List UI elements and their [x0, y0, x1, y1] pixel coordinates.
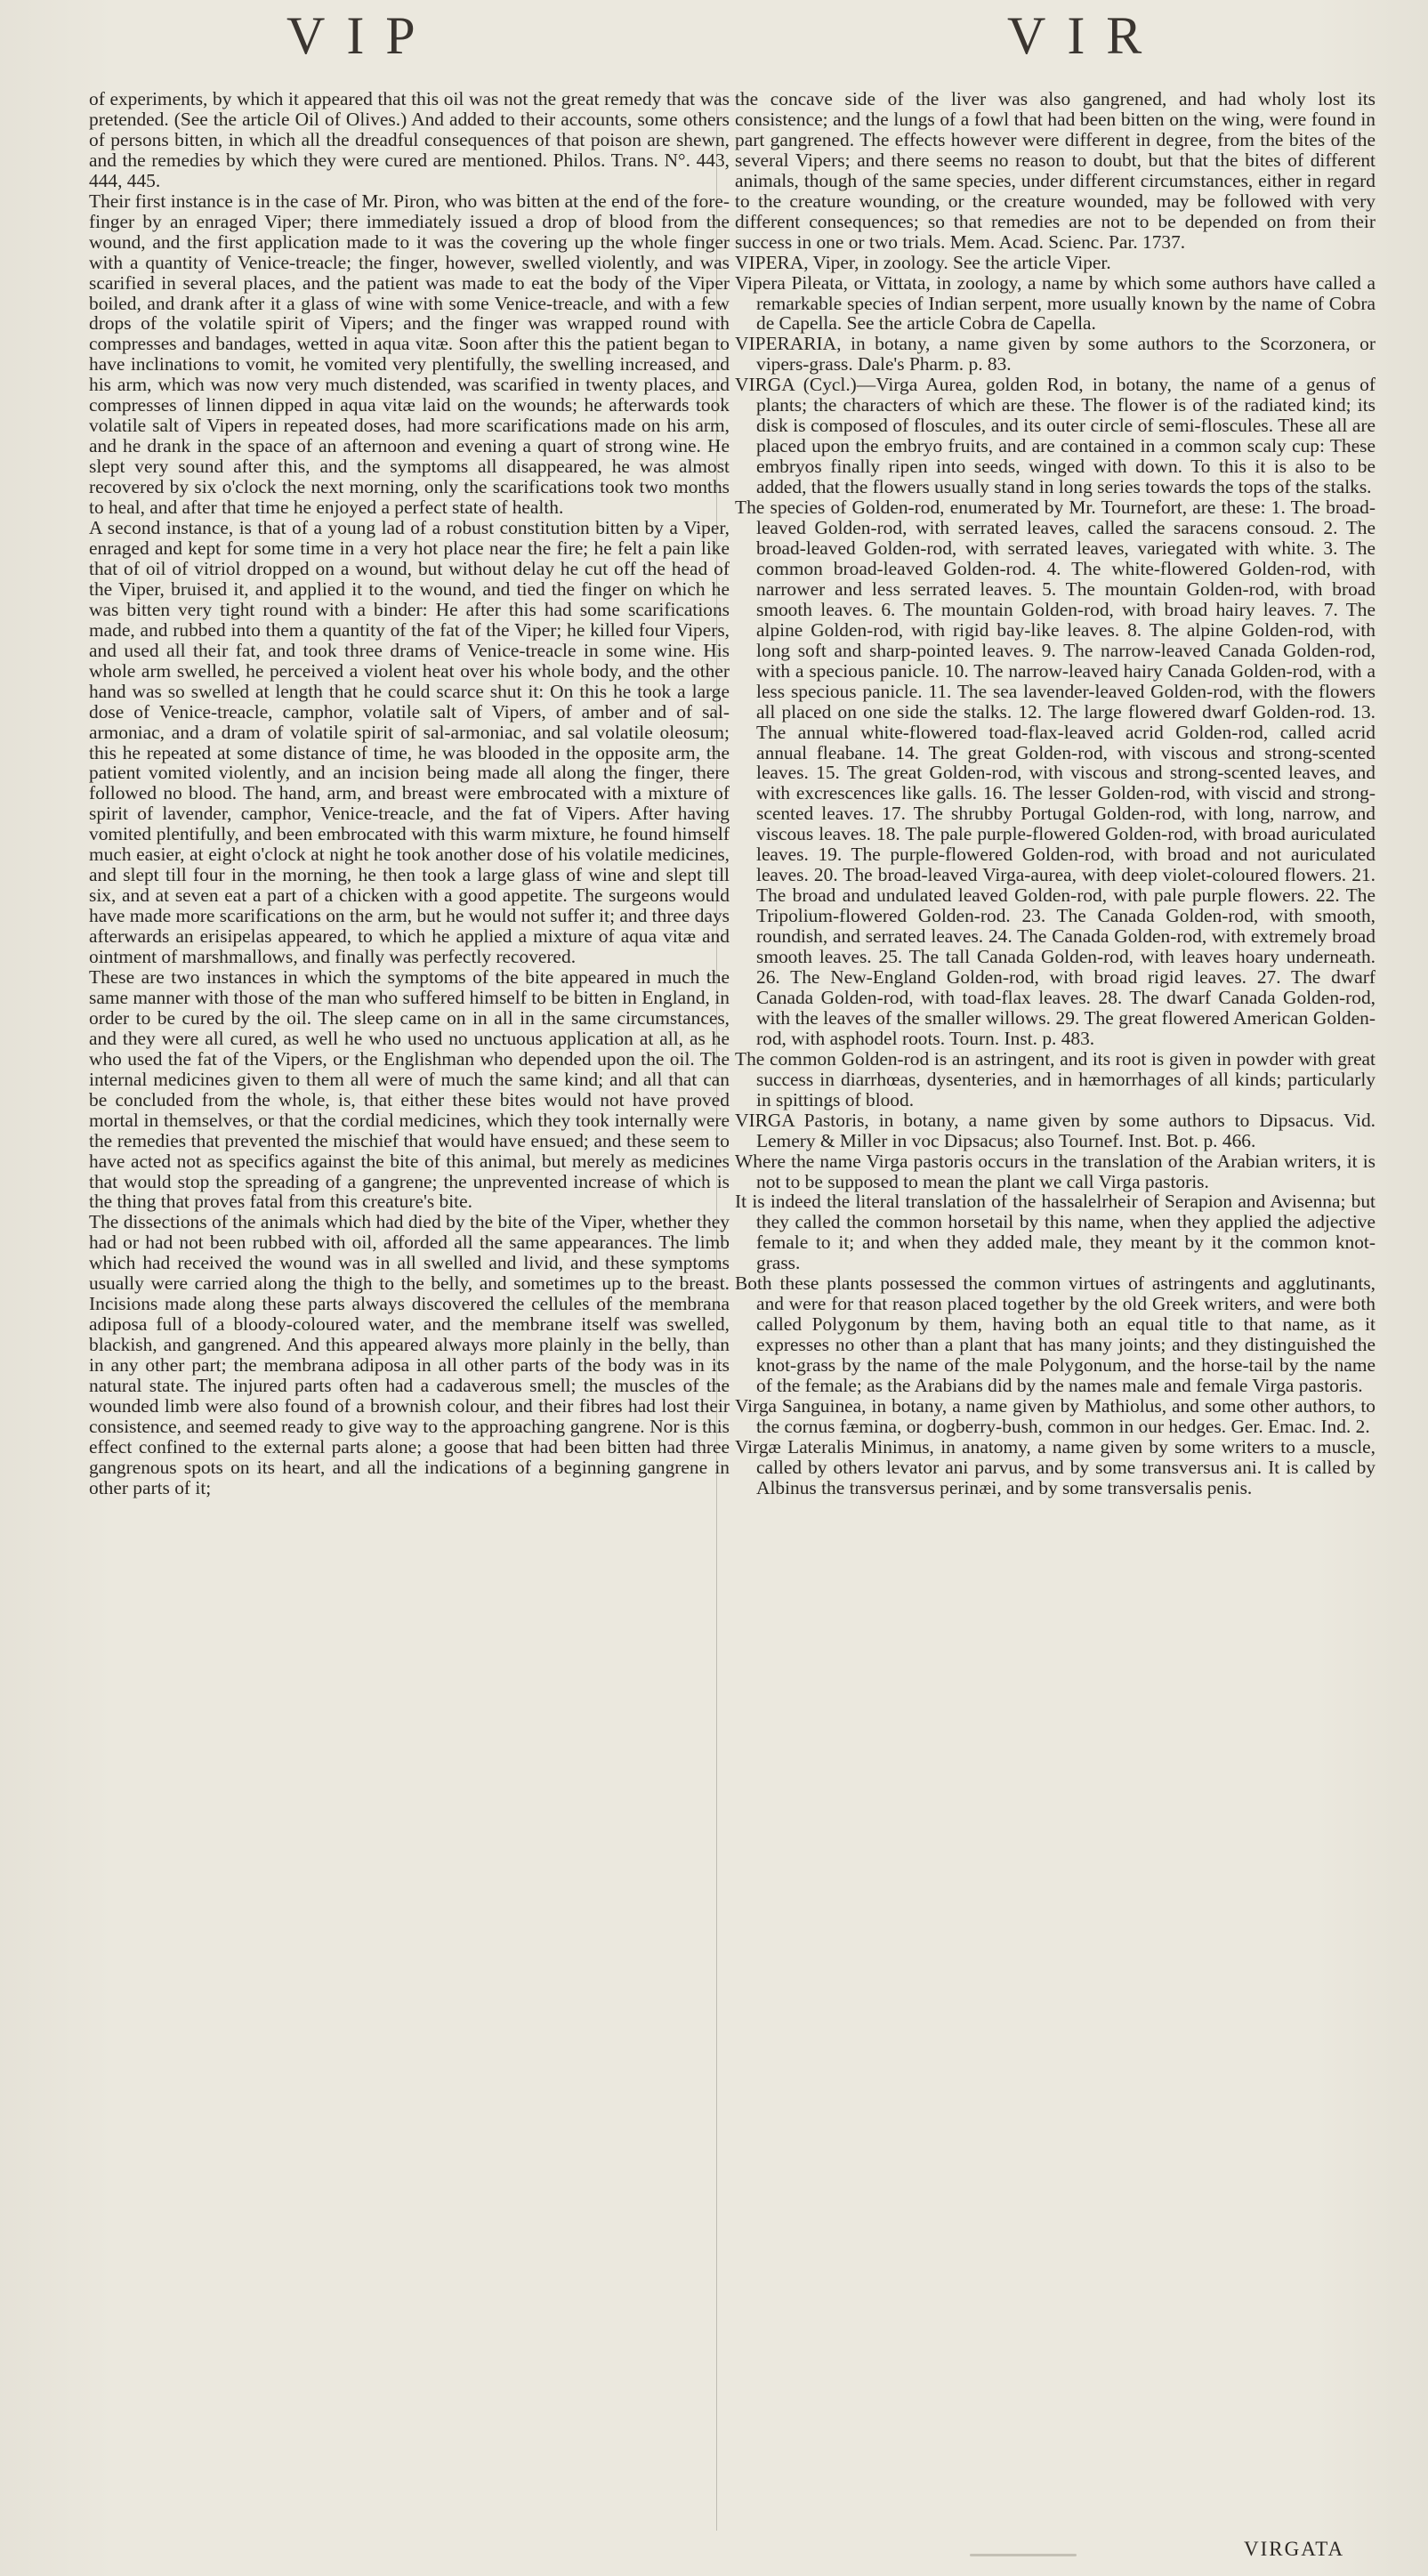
right-paragraph: the concave side of the liver was also gangrened, and had wholy lost its consistence; and the lungs of a fowl that had been bitten on the wing, were found in part gangrened. The effects however were different in degree, from the bites of the several Vipers; and there seems no reason to doubt, but that the bites of different animals, though of the same species, under different circumstances, either in regard to the creature wounding, or the creature wounded, may be followed with very different consequences; so that remedies are not to be depended on from their success in one or two trials. Mem. Acad. Scienc. Par. 1737. — [735, 89, 1376, 253]
dictionary-entry: VIPERA, Viper, in zoology. See the article Viper. — [735, 251, 1111, 273]
left-paragraph: These are two instances in which the symptoms of the bite appeared in much the same manner with those of the man who suffered himself to be bitten in England, in order to be cured by the oil. The sleep came on in all in the same circumstances, and they were all cured, as well he who used no unctuous application at all, as he who used the fat of the Vipers, or the Englishman who depended upon the oil. The internal medicines given to them all were of much the same kind; and all that can be concluded from the whole, is, that either these bites would not have proved mortal in themselves, or that the cordial medicines, which they took internally were the remedies that prevented the mischief that would have ensued; and these seem to have acted not as specifics against the bite of this animal, but merely as medicines that would stop the spreading of a gangrene; the unprevented increase of which is the thing that proves fatal from this creature's bite. — [89, 965, 730, 1213]
left-column — [89, 89, 730, 2558]
dictionary-entry: Virgæ Lateralis Minimus, in anatomy, a name given by some writers to a muscle, called by others levator ani parvus, and by some transversus ani. It is called by Albinus the transversus perinæi, and by some transversalis penis. — [735, 1435, 1376, 1498]
ink-smudge — [970, 2554, 1077, 2556]
catchword: VIRGATA — [1244, 2538, 1345, 2560]
column-divider — [716, 93, 717, 2531]
dictionary-entry: VIRGA Pastoris, in botany, a name given by some authors to Dipsacus. Vid. Lemery & Miller in voc Dipsacus; also Tournef. Inst. Bot. p. 466. — [735, 1109, 1376, 1151]
dictionary-entry: Where the name Virga pastoris occurs in the translation of the Arabian writers, it is not to be supposed to mean the plant we call Virga pastoris. — [735, 1150, 1376, 1192]
dictionary-entry: VIRGA (Cycl.)—Virga Aurea, golden Rod, in botany, the name of a genus of plants; the characters of which are these. The flower is of the radiated kind; its disk is composed of floscules, and its outer circle of semi-floscules. These all are placed upon the embryo fruits, and are contained in a common scaly cup: These embryos finally ripen into seeds, winged with down. To this it is also to be added, that the flowers usually stand in long series towards the tops of the stalks. — [735, 374, 1376, 498]
left-paragraph: Their first instance is in the case of Mr. Piron, who was bitten at the end of the fore-finger by an enraged Viper; there immediately issued a drop of blood from the wound, and the first application made to it was the covering up the whole finger with a quantity of Venice-treacle; the finger, however, swelled violently, and was scarified in several places, and the patient was made to eat the body of the Viper boiled, and drank after it a glass of wine with some Venice-treacle, and with a few drops of the volatile spirit of Vipers; and the finger was wrapped round with compresses and bandages, wetted in aqua vitæ. Soon after this the patient began to have inclinations to vomit, he vomited very plentifully, the swelling increased, and his arm, which was now very much distended, was scarified in twenty places, and compresses of linnen dipped in aqua vitæ laid on the wounds; he afterwards took volatile salt of Vipers in repeated doses, had more scarifications made on his arm, and he drank in the space of an afternoon and evening a quart of strong wine. He slept very sound after this, and the symptoms all disappeared, he was almost recovered by six o'clock the next morning, only the scarifications took two months to heal, and after that time he enjoyed a perfect state of health. — [89, 190, 730, 519]
dictionary-entry: Virga Sanguinea, in botany, a name given by Mathiolus, and some other authors, to the cornus fæmina, or dogberry-bush, common in our hedges. Ger. Emac. Ind. 2. — [735, 1395, 1376, 1437]
dictionary-entry: The species of Golden-rod, enumerated by Mr. Tournefort, are these: 1. The broad-leaved Golden-rod, with serrated leaves, called the saracens consoud. 2. The broad-leaved Golden-rod, with serrated leaves, variegated with white. 3. The common broad-leaved Golden-rod. 4. The white-flowered Golden-rod, with narrower and less serrated leaves. 5. The mountain Golden-rod, with broad smooth leaves. 6. The mountain Golden-rod, with broad hairy leaves. 7. The alpine Golden-rod, with rigid bay-like leaves. 8. The alpine Golden-rod, with long soft and sharp-pointed leaves. 9. The narrow-leaved Canada Golden-rod, with a specious panicle. 10. The narrow-leaved hairy Canada Golden-rod, with a less specious panicle. 11. The sea lavender-leaved Golden-rod, with the flowers all placed on one side the stalks. 12. The large flowered dwarf Golden-rod. 13. The annual white-flowered toad-flax-leaved acrid Golden-rod, called acrid annual fleabane. 14. The great Golden-rod, with viscous and strong-scented leaves. 15. The great Golden-rod, with viscous and strong-scented leaves, and with excrescences like galls. 16. The lesser Golden-rod, with viscid and strong-scented leaves. 17. The shrubby Portugal Golden-rod, with long, narrow, and viscous leaves. 18. The pale purple-flowered Golden-rod, with broad auriculated leaves. 19. The purple-flowered Golden-rod, with broad and not auriculated leaves. 20. The broad-leaved Virga-aurea, with deep violet-coloured flowers. 21. The broad and undulated leaved Golden-rod, with pale purple flowers. 22. The Tripolium-flowered Golden-rod. 23. The Canada Golden-rod, with smooth, roundish, and serrated leaves. 24. The Canada Golden-rod, with extremely broad smooth leaves. 25. The tall Canada Golden-rod, with leaves hoary underneath. 26. The New-England Golden-rod, with broad rigid leaves. 27. The dwarf Canada Golden-rod, with toad-flax leaves. 28. The dwarf Canada Golden-rod, with the leaves of the smaller willows. 29. The great flowered American Golden-rod, with asphodel roots. Tourn. Inst. p. 483. — [735, 497, 1376, 1049]
left-paragraph: A second instance, is that of a young lad of a robust constitution bitten by a Viper, enraged and kept for some time in a very hot place near the fire; he felt a pain like that of oil of vitriol dropped on a wound, but without delay he cut off the head of the Viper, bruised it, and applied it to the wound, and tied the finger on which he was bitten very tight round with a binder: He after this had some scarifications made, and rubbed into them a quantity of the fat of the Viper; he killed four Vipers, and used all their fat, and took three drams of Venice-treacle in some wine. His whole arm swelled, he perceived a violent heat over his whole body, and the other hand was so swelled at length that he could scarce shut it: On this he took a large dose of Venice-treacle, camphor, volatile salt of Vipers, of amber and of sal-armoniac, and a dram of volatile spirit of sal-armoniac, and sal volatile oleosum; this he repeated at some distance of time, he was blooded in the opposite arm, the patient vomited violently, and an incision being made all along the finger, there followed no blood. The hand, arm, and breast were embrocated with a mixture of spirit of lavender, camphor, Venice-treacle, and the fat of Vipers. After having vomited plentifully, and been embrocated with this warm mixture, he found himself much easier, at eight o'clock at night he took another dose of his volatile medicines, and slept till four in the morning, he then took a large glass of wine and slept till six, and at seven eat a part of a chicken with a good appetite. The surgeons would have made more scarifications on the arm, but he would not suffer it; and three days afterwards an erisipelas appeared, to which he applied a mixture of aqua vitæ and ointment of marshmallows, and finally was perfectly recovered. — [89, 517, 730, 968]
left-paragraph: of experiments, by which it appeared that this oil was not the great remedy that was pretended. (See the article Oil of Olives.) And added to their accounts, some others of persons bitten, in which all the dreadful consequences of that poison are shewn, and the remedies by which they were cured are mentioned. Philos. Trans. N°. 443, 444, 445. — [89, 89, 730, 191]
dictionary-entry: It is indeed the literal translation of the hassalelrheir of Serapion and Avisenna; but they called the common horsetail by this name, when they applied the adjective female to it; and when they added male, they meant by it the common knot-grass. — [735, 1191, 1376, 1274]
dictionary-entry: The common Golden-rod is an astringent, and its root is given in powder with great success in diarrhœas, dysenteries, and in hæmorrhages of all kinds; particularly in spittings of blood. — [735, 1047, 1376, 1110]
dictionary-entry: Vipera Pileata, or Vittata, in zoology, a name by which some authors have called a remarkable species of Indian serpent, more usually known by the name of Cobra de Capella. See the article Cobra de Capella. — [735, 271, 1376, 335]
dictionary-entry: VIPERARIA, in botany, a name given by some authors to the Scorzonera, or vipers-grass. Dale's Pharm. p. 83. — [735, 333, 1376, 375]
running-head-left: VIP — [286, 6, 437, 65]
right-column — [735, 89, 1376, 2558]
dictionary-entry: Both these plants possessed the common virtues of astringents and agglutinants, and were for that reason placed together by the old Greek writers, and were both called Polygonum by them, having both an equal title to that name, as it expresses no other than a plant that has many joints; and they distinguished the knot-grass by the name of the male Polygonum, and the horse-tail by the name of the female; as the Arabians did by the names male and female Virga pastoris. — [735, 1272, 1376, 1397]
running-head-right: VIR — [1007, 6, 1164, 65]
left-paragraph: The dissections of the animals which had died by the bite of the Viper, whether they had or had not been rubbed with oil, afforded all the same appearances. The limb which had received the wound was in all swelled and livid, and these symptoms usually were carried along the thigh to the belly, and sometimes up to the breast. Incisions made along these parts always discovered the cellules of the membrana adiposa full of a bloody-coloured water, and the membrane itself was swelled, blackish, and gangrened. And this appeared always more plainly in the belly, than in any other part; the membrana adiposa in all other parts of the body was in its natural state. The injured parts often had a cadaverous smell; the muscles of the wounded limb were also found of a brownish colour, and their fibres had lost their consistence, and seemed ready to give way to the approaching gangrene. Nor is this effect confined to the external parts alone; a goose that had been bitten had three gangrenous spots on its heart, and all the indications of a beginning gangrene in other parts of it; — [89, 1211, 730, 1498]
